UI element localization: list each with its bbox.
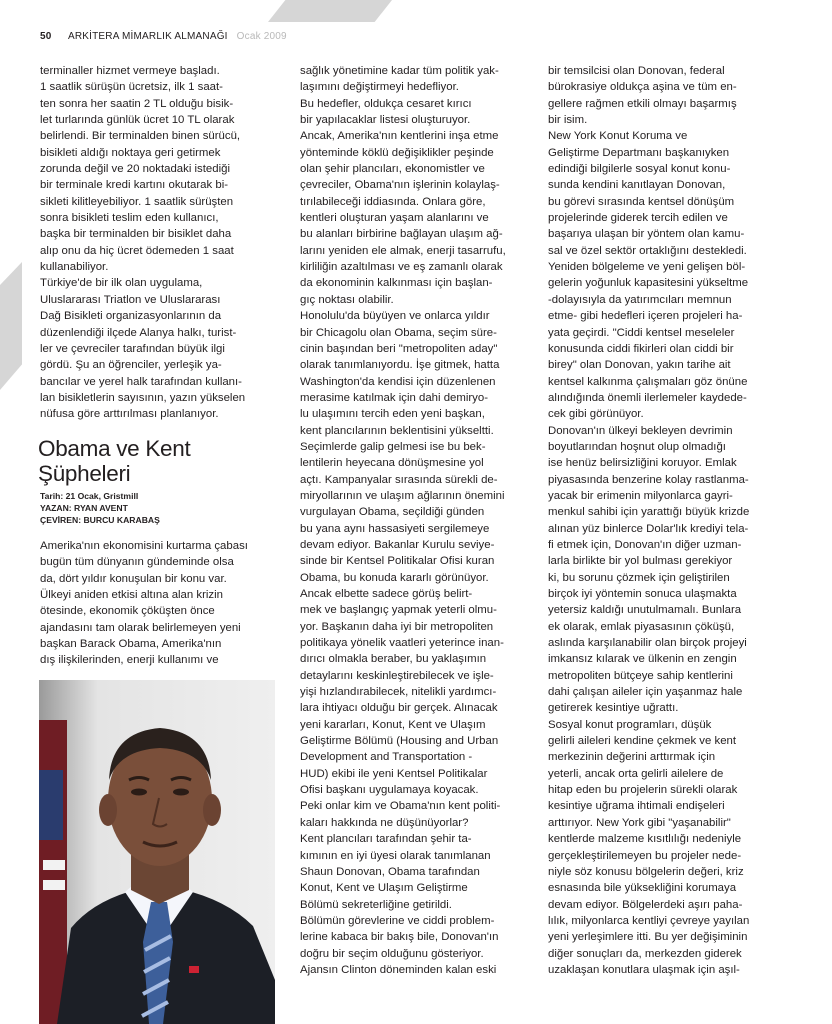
portrait-illustration	[39, 680, 275, 1024]
date-line: Tarih: 21 Ocak, Gristmill	[40, 491, 139, 501]
page-number: 50	[40, 31, 52, 42]
publication-name: ARKİTERA MİMARLIK ALMANAĞI	[67, 31, 228, 42]
translator-line: ÇEVİREN: BURCU KARABAŞ	[40, 515, 160, 525]
column-1-intro	[40, 63, 280, 423]
side-decorative-tab	[0, 262, 22, 390]
column-1-article	[40, 538, 280, 669]
article-byline	[40, 490, 160, 526]
intro-paragraphs: terminaller hizmet vermeye başladı. 1 saatlik sürüşün ücretsiz, ilk 1 saat- ten sonra her saatin 2 TL olduğu bisik- let turlarında günlük ücret 10 TL olarak belirlendi. Bir terminalden binen sürücü, bisikleti aldığı noktaya geri getirmek zorunda değil ve 20 noktadaki istediği bir terminale kredi kartını okutarak bi- sikleti kilitleyebiliyor. 1 saatlik sürüşten sonra bisikleti teslim eden kullanıcı, başka bir terminalden bir bisiklet daha alıp onu da hiç ücret ödemeden 1 saat kullanabiliyor. Türkiye'de bir ilk olan uygulama, Uluslararası Triatlon ve Uluslararası Dağ Bisikleti organizasyonlarının da düzenlendiği ilçede Alanya halkı, turist- ler ve çevreciler tarafından büyük ilgi gördü. Şu an öğrenciler, yerleşik ya- bancılar ve yerel halk tarafından kullanı- lan bisikletlerin sayısının, yazın yükselen nüfusa göre arttırılması planlanıyor.	[40, 65, 246, 421]
article-lead: Amerika'nın ekonomisini kurtarma çabası bugün tüm dünyanın gündeminde olsa da, dört yıldır konuşulan bir konu var. Ülkeyi aniden etkisi altına alan krizin ötesinde, ekonomik çöküşten önce ajandasını tam olarak belirlemeyen yeni başkan Barack Obama, Amerika'nın dış ilişkilerinden, enerji kullanımı ve	[40, 540, 248, 667]
column-2	[300, 63, 522, 978]
column-2-text: sağlık yönetimine kadar tüm politik yak- laşımını değiştirmeyi hedefliyor. Bu hedefler, oldukça cesaret kırıcı bir yapılacaklar listesi oluşturuyor. Ancak, Amerika'nın kentlerini inşa etme yönteminde köklü değişiklikler peşinde olan şehir plancıları, ekonomistler ve çevreciler, Obama'nın işlerinin kolaylaş- tırılabileceği iddiasında. Onlara göre, kentleri oluşturan yaşam alanlarını ve bu alanları birbirine bağlayan ulaşım ağ- larını yeniden ele almak, enerji tasarrufu, kirliliğin azaltılması ve eş zamanlı olarak da ekonominin kalkınması için başlan- gıç noktası olabilir. Honolulu'da büyüyen ve onlarca yıldır bir Chicagolu olan Obama, seçim süre- cinin başından beri "metropoliten aday" olarak tanımlanıyordu. İşe gitmek, hatta Washington'da kendisi için düzenlenen merasime katılmak için dahi demiryo- lu ulaşımını tercih eden yeni başkan, kent plancılarının beklentisini yükseltti. Seçimlerde galip gelmesi ise bu bek- lentilerin heyecana dönüşmesine yol açtı. Kampanyalar sırasında sürekli de- miryollarının ve ulaşım ağlarının önemini vurgulayan Obama, seçildiği günden bu yana aynı hassasiyeti sergilemeye devam ediyor. Bakanlar Kurulu seviye- sinde bir Kentsel Politikalar Ofisi kuran Obama, bu konuda kararlı görünüyor. Ancak elbette sadece görüş belirt- mek ve başlangıç yapmak yeterli olmu- yor. Başkanın daha iyi bir metropoliten politikaya yönelik vaatleri yeterince inan- dırıcı olmakla beraber, bu yaklaşımın detaylarını keskinleştirebilecek ve işle- yişi hızlandırabilecek, nitelikli yardımcı- lara ihtiyacı olduğu bir gerçek. Alınacak yeni kararları, Konut, Kent ve Ulaşım Geliştirme Bölümü (Housing and Urban Development and Transportation - HUD) ekibi ile yeni Kentsel Politikalar Ofisi başkanı uygulamaya koyacak. Peki onlar kim ve Obama'nın kent politi- kaları hakkında ne düşünüyorlar? Kent plancıları tarafından şehir ta- kımının en iyi üyesi olarak tanımlanan Shaun Donovan, Obama tarafından Konut, Kent ve Ulaşım Geliştirme Bölümü sekreterliğine getirildi. Bölümün görevlerine ve ciddi problem- lerine kabaca bir bakış bile, Donovan'ın doğru bir seçim olduğunu gösteriyor. Ajansın Clinton döneminden kalan eski	[300, 65, 506, 976]
top-decorative-tab	[268, 0, 392, 22]
running-header	[40, 31, 287, 42]
column-3	[548, 63, 776, 978]
article-title: Obama ve Kent Şüpheleri	[38, 436, 191, 486]
issue-date: Ocak 2009	[236, 31, 287, 42]
portrait-photo	[39, 680, 275, 1024]
column-3-text: bir temsilcisi olan Donovan, federal bürokrasiye oldukça aşina ve tüm en- gellere rağmen etkili olmayı başarmış bir isim. New York Konut Koruma ve Geliştirme Departmanı başkanıyken edindiği bilgilerle sosyal konut konu- sunda kendini kanıtlayan Donovan, bu görevi sırasında kentsel dönüşüm projelerinde giderek tercih edilen ve başarıya ulaşan bir yöntem olan kamu- sal ve özel sektör ortaklığını destekledi. Yeniden bölgeleme ve yeni gelişen böl- gelerin yoğunluk kapasitesini yükseltme -dolayısıyla da yatırımcıları memnun etme- gibi hedefleri içeren projeleri ha- yata geçirdi. "Ciddi kentsel meseleler konusunda ciddi fikirleri olan ciddi bir birey" olan Donovan, yakın tarihe ait kentsel kalkınma çalışmaları göz önüne alındığında önemli ilerlemeler kaydede- cek gibi görünüyor. Donovan'ın ülkeyi bekleyen devrimin boyutlarından hoşnut olup olmadığı ise henüz belirsizliğini koruyor. Emlak piyasasında benzerine kolay rastlanma- yacak bir erimenin milyonlarca gayri- menkul sahibi için yarattığı büyük krizde alınan yüz binlerce Dolar'lık krediyi tela- fi etmek için, Donovan'ın diğer uzman- larla birlikte bir yol bulması gerekiyor ki, bu sorunu çözmek için geliştirilen birçok iyi yöntemin sonuca ulaşmakta yetersiz kaldığı unutulmamalı. Bunlara ek olarak, emlak piyasasının çöküşü, aslında karşılanabilir olan birçok projeyi imkansız kılarak ve ülkenin en zengin metropoliten bütçeye sahip kentlerini dahi çalışan aileler için yaşanmaz hale getirerek kesintiye uğrattı. Sosyal konut programları, düşük gelirli aileleri kendine çekmek ve kent merkezinin değerini arttırmak için yeterli, ancak orta gelirli ailelere de hitap eden bu projelerin sürekli olarak kesintiye uğrama ihtimali endişeleri arttırıyor. New York gibi "yaşanabilir" kentlerde malzeme kısıtlılığı nedeniyle gerçekleştirilemeyen bu projeler nede- niyle söz konusu bölgelerin değeri, kriz esnasında bile yüksekliğini korumaya devam ediyor. Bölgelerdeki aşırı paha- lılık, milyonlarca kentliyi çevreye yayılan yeni yerleşimlere itti. Bu yer değişiminin diğer sonuçları da, merkezden giderek uzaklaşan konutlara ulaşmak için aşıl-	[548, 65, 750, 976]
author-line: YAZAN: RYAN AVENT	[40, 503, 128, 513]
